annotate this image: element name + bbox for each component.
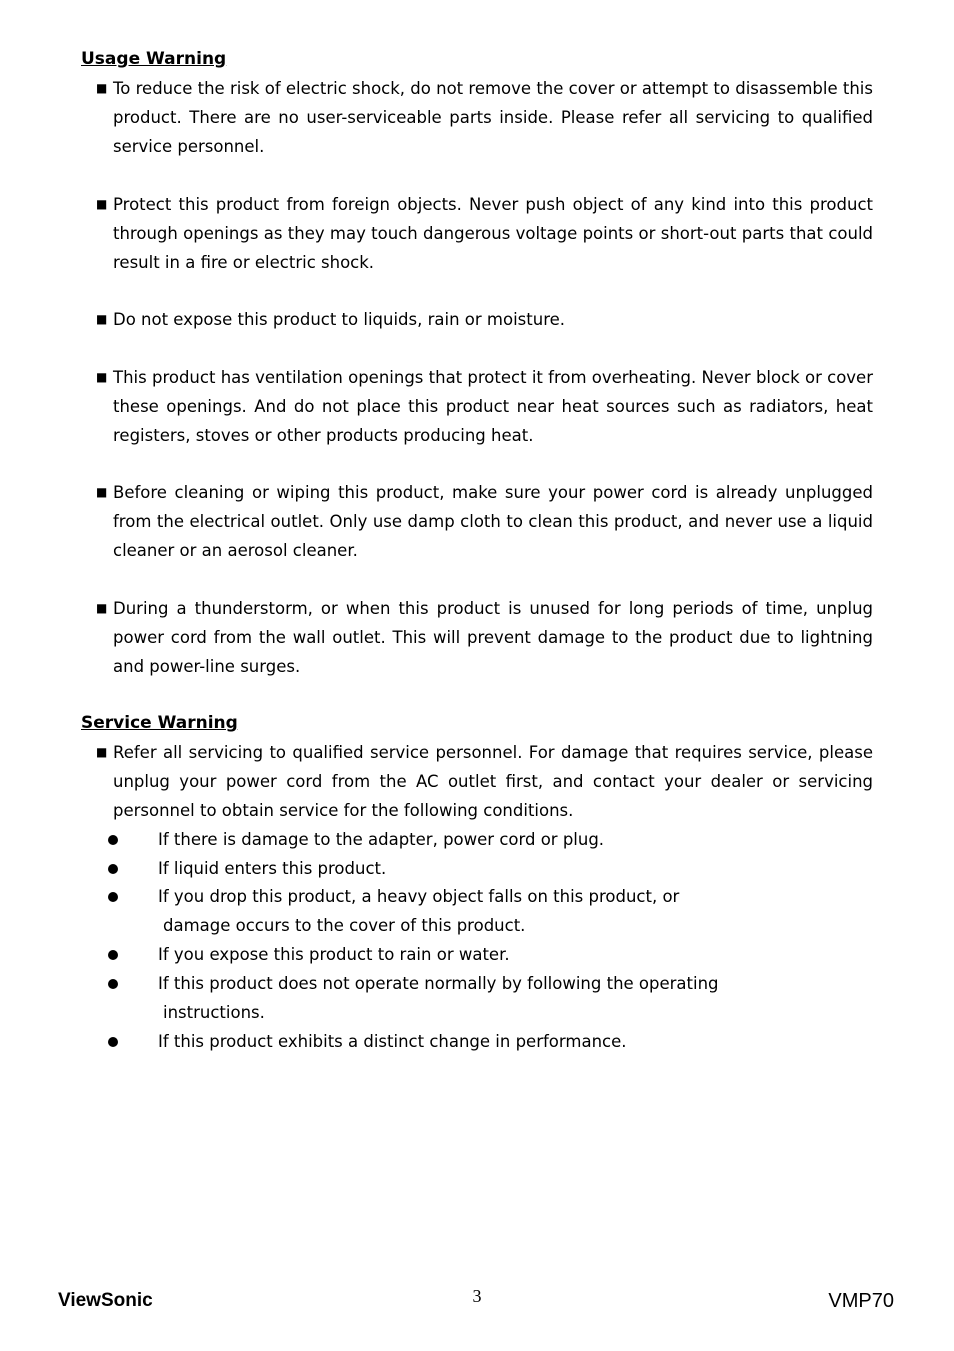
condition-text-continued: damage occurs to the cover of this product. (163, 916, 526, 935)
square-bullet-icon: ■ (96, 745, 108, 759)
square-bullet-icon: ■ (96, 370, 108, 384)
square-bullet-icon: ■ (96, 601, 108, 615)
usage-warning-item (96, 74, 873, 161)
condition-text: If you drop this product, a heavy object falls on this product, or (158, 887, 680, 906)
usage-warning-item (96, 594, 873, 681)
usage-warning-item (96, 478, 873, 565)
usage-warning-text: Before cleaning or wiping this product, make sure your power cord is already unplugged from the electrical outlet. Only use damp cloth to clean this product, and never use a liquid cleaner or an aerosol cleaner. (113, 483, 873, 560)
condition-text: If there is damage to the adapter, power cord or plug. (158, 830, 605, 849)
condition-text: If this product exhibits a distinct change in performance. (158, 1032, 627, 1051)
page-number: 3 (472, 1286, 482, 1306)
condition-text-continued: instructions. (163, 1003, 265, 1022)
condition-text: If you expose this product to rain or water. (158, 945, 510, 964)
square-bullet-icon: ■ (96, 312, 108, 326)
usage-warning-item (96, 305, 873, 334)
usage-warning-text: During a thunderstorm, or when this product is unused for long periods of time, unplug power cord from the wall outlet. This will prevent damage to the product due to lightning and power-line surges. (113, 599, 873, 676)
usage-warning-text: To reduce the risk of electric shock, do not remove the cover or attempt to disassemble this product. There are no user-serviceable parts inside. Please refer all servicing to qualified service personnel. (113, 79, 873, 156)
footer-brand: ViewSonic (58, 1290, 153, 1311)
footer-model: VMP70 (828, 1290, 894, 1312)
usage-warning-text: Do not expose this product to liquids, rain or moisture. (113, 310, 566, 329)
round-bullet-icon (108, 1037, 118, 1047)
round-bullet-icon (108, 950, 118, 960)
usage-warning-item (96, 190, 873, 277)
service-warning-text: Refer all servicing to qualified service personnel. For damage that requires service, please unplug your power cord from the AC outlet first, and contact your dealer or servicing personnel to obtain service for the following conditions. (113, 743, 873, 820)
usage-warning-heading: Usage Warning (81, 49, 227, 69)
usage-warning-text: This product has ventilation openings that protect it from overheating. Never block or cover these openings. And do not place this product near heat sources such as radiators, heat registers, stoves or other products producing heat. (113, 368, 873, 445)
usage-warning-text: Protect this product from foreign objects. Never push object of any kind into this product through openings as they may touch dangerous voltage points or short-out parts that could result in a fire or electric shock. (113, 195, 873, 272)
round-bullet-icon (108, 835, 118, 845)
round-bullet-icon (108, 979, 118, 989)
usage-warning-item (96, 363, 873, 450)
service-warning-intro (96, 738, 873, 825)
condition-text: If this product does not operate normally by following the operating (158, 974, 719, 993)
round-bullet-icon (108, 864, 118, 874)
square-bullet-icon: ■ (96, 485, 108, 499)
service-warning-heading: Service Warning (81, 713, 238, 733)
square-bullet-icon: ■ (96, 81, 108, 95)
round-bullet-icon (108, 892, 118, 902)
square-bullet-icon: ■ (96, 197, 108, 211)
condition-text: If liquid enters this product. (158, 859, 387, 878)
